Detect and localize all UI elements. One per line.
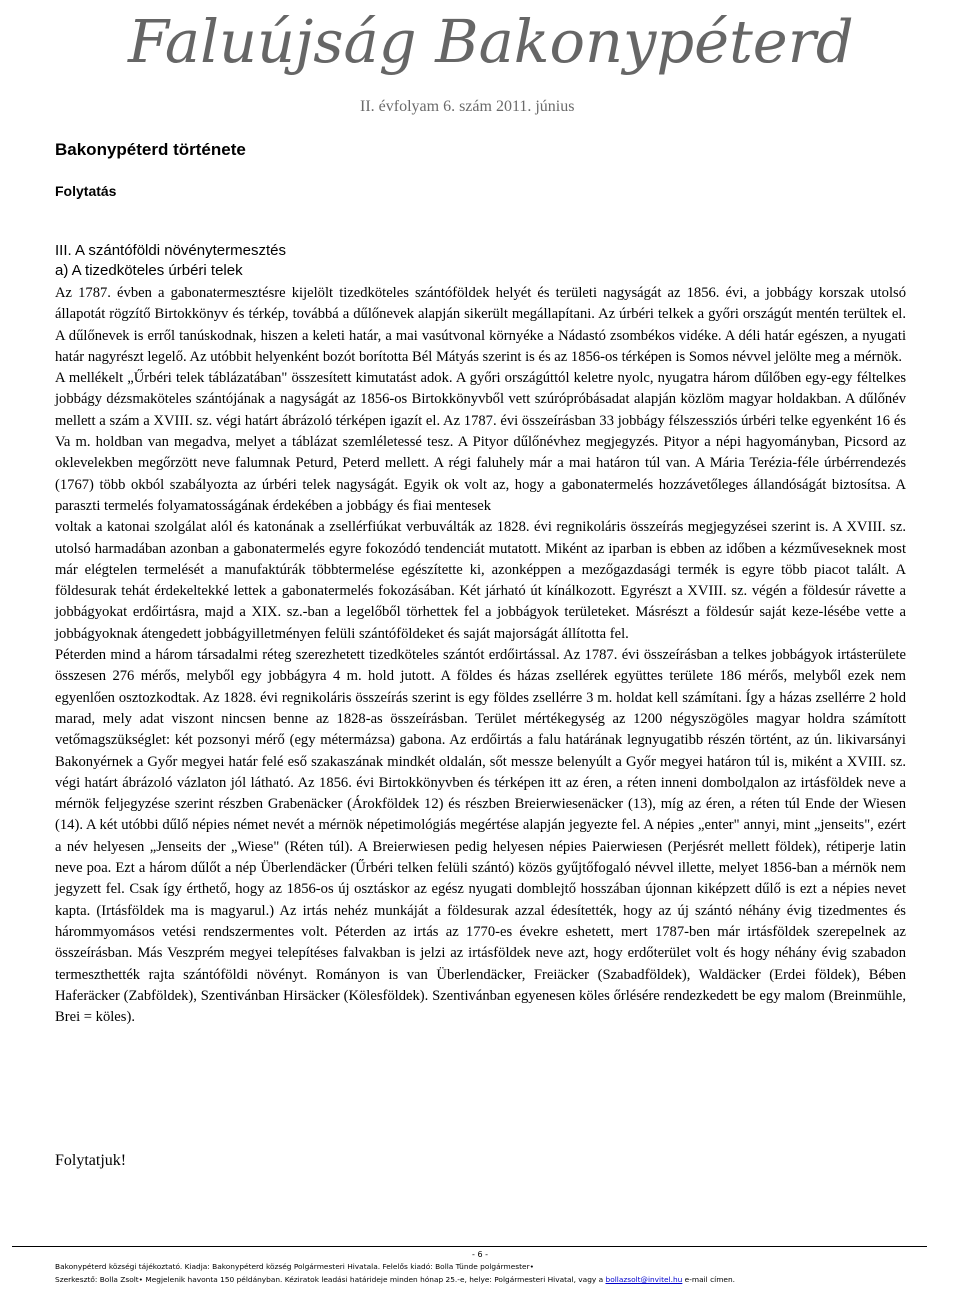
continued-label: Folytatás xyxy=(55,183,117,199)
footer-editor-line xyxy=(55,1274,935,1285)
paragraph-4: Péterden mind a három társadalmi réteg szerezhetett tizedköteles szántót erdőirtással. Az 1787. évi összeírásban a telkes jobbágyok irtásterülete összesen 276 mérős, melyből egy jobbágyra 4 m. hold jutott. A földes és házas zsellérek együttes területe 186 mérős, melyből ezek nem egyenlően osztozkodtak. Az 1828. évi regnikoláris összeírás szerint is egy földes zsellérre 3 m. holdat kell számítani. Így a házas zsellérre 2 hold marad, mely adat viszont nincsen benne az 1828-as összeírásban. Terület mértékegység az 1200 négyszögöles magyar holdra számított vetőmagszükséglet: két pozsonyi mérő (egy métermázsa) gabona. Az erdőirtás a falu határának legnyugatibb részén történt, az ún. likivarsányi Bakonyérnek a Győr megyei határ felé eső szakaszának mindkét oldalán, sőt messze belenyúlt a Győr megyei határon túl is, miként a XVIII. sz. végi határt ábrázoló vázlaton jól látható. Az 1856. évi Birtokkönyvben és térképen itt az éren, a réten inneni dombolдalon az irtásföldek neve a mérnök feljegyzése szerint részben Grabenäcker (Árokföldek 12) és részben Breierwiesenäcker (13), míg az éren, a réten túl Ende der Wiesen (14). A két utóbbi dűlő népies német nevét a mérnök népetimológiás megértése alapján jegyezte fel. A népies „enter" annyi, mint „jenseits", ezért a név helyesen „Jenseits der „Wiese" (Réten túl). A Breierwiesen pedig helyesen népies Paierwiesen (Perjésrét mellett földek), rétiperje latin neve poa. Ezt a három dűlőt a nép Überlendäcker (Űrbéri telken felüli szántó) közös gyűjtőfogaló névvel illette, melyet 1856-ban a mérnök nem jegyzett fel. Csak így érthető, hogy az 1856-os új osztáskor az egész nyugati domblejtő hosszában újonnan kiképzett dűlő is ezt a népies nevet kapta. (Irtásföldek ma is magyarul.) Az irtás nehéz munkáját a földesurak azzal édesítették, hogy az új szántó néhány évig tizedmentes és hárommyomásos vetési rendszermentes volt. Péterden az irtás az 1770-es évekre eshetett, mert 1787-ben már irtásföldek szerepelnek az összeírásban. Más Veszprém megyei telepítéses falvakban is jelzi az irtásföldek neve azt, hogy erdőterület volt és hogy néhány évig szabadon termeszthették rajta szántóföldi növényt. Rományon is van Überlendäcker, Freiäcker (Szabadföldek), Waldäcker (Erdei földek), Bében Haferäcker (Zabföldek), Szentivánban Hirsäcker (Kölesföldek). Szentivánban egyenesen köles őrlésére rendezkedett be egy malom (Breinmühle, Brei = köles). xyxy=(55,647,906,1026)
paragraph-1: Az 1787. évben a gabonatermesztésre kijelölt tizedköteles szántóföldek helyét és területi nagyságát az 1856. évi, a jobbágy korszak utolsó állapotát rögzítő Birtokkönyv és térkép, továbbá a dűlőnevek alapján sikerült megállapítani. Az úrbéri telkek a győri országút mentén terültek el. A dűlőnevek is erről tanúskodnak, hiszen a keleti határ, a mai vasútvonal környéke a Nádastó zsombékos vidéke. A déli határ egészen, a nyugati határ nagyrészt legelő. Az utóbbit helyenként bozót borította Bél Mátyás szerint is és az 1856-os térképen is Somos névvel jelölte meg a mérnök. xyxy=(55,285,906,365)
issue-line: II. évfolyam 6. szám 2011. június xyxy=(360,98,575,115)
email-link[interactable]: bollazsolt@invitel.hu xyxy=(605,1275,683,1284)
footer-editor-suffix: e-mail címen. xyxy=(682,1275,735,1284)
footer-editor-text: Szerkesztő: Bolla Zsolt• Megjelenik havonta 150 példányban. Kéziratok leadási határideje minden hónap 25.-e, helye: Polgármesteri Hivatal, vagy a xyxy=(55,1275,606,1284)
chapter-heading: III. A szántóföldi növénytermesztés xyxy=(55,242,286,259)
paragraph-2: A mellékelt „Űrbéri telek táblázatában" összesített kimutatást adok. A győri országúttól keletre nyolc, nyugatra három dűlőben egy-egy féltelkes jobbágy dézsmaköteles szántójának a nagyságát az 1856-os Birtokkönyvből vett szúrópróbásadat alapján közlöm magyar holdakban. A dűlőnév mellett a szám a XVIII. sz. végi határt ábrázoló térképen igazít el. Az 1787. évi összeírásban 33 jobbágy félszessziós úrbéri telke egyenként 16 és Va m. holdban van megadva, melyet a táblázat szemléletessé tesz. A Pityor dűlőnévhez megjegyzés. Pityor a népi hagyományban, Picsord az oklevelekben megőrzött neve falumnak Peturd, Peterd mellett. A régi faluhely már a mai határon túl van. A Mária Terézia-féle úrbérrendezés (1767) több okból szabályozta az úrbéri telek nagyságát. Egyik ok volt az, hogy a gabonatermelés hozzávetőleges állandóságát biztosítsa. A paraszti termelés folyamatosságának érdekében a jobbágy és fiai mentesek xyxy=(55,370,906,514)
footer-publisher-line: Bakonypéterd községi tájékoztató. Kiadja: Bakonypéterd község Polgármesteri Hivatala. Felelős kiadó: Bolla Tünde polgármester• xyxy=(55,1262,534,1271)
masthead-title: Faluújság Bakonypéterd xyxy=(128,7,854,76)
section-title: Bakonypéterd története xyxy=(55,140,246,159)
subchapter-heading: a) A tizedköteles úrbéri telek xyxy=(55,262,243,279)
closing-line: Folytatjuk! xyxy=(55,1152,127,1169)
paragraph-3: voltak a katonai szolgálat alól és katonának a zsellérfiúkat verbuválták az 1828. évi regnikoláris összeírás megjegyzései szerint is. A XVIII. sz. utolsó harmadában azonban a gabonatermelés egyre fokozódó tendenciát mutatott. Miként az iparban is ebben az időben a kézműveseknek most már elégtelen termelését a manufaktúrák többtermelése egészítette ki, azonképpen a mezőgazdasági termék is egyre több piacot talált. A földesurak tehát érdekeltekké lettek a gabonatermelés fokozásában. Két járható út kínálkozott. Egyrészt a XVIII. sz. végén a földesúr rávette a jobbágyokat erdőirtásra, majd a XIX. sz.-ban a legelőből törhettek fel a jobbágyok területeket. Másrészt a földesúr saját keze-lésébe vette a jobbágyoknak átengedett jobbágyilletményen felüli szántóföldeket és saját majorságát állította fel. xyxy=(55,519,906,642)
page-number: - 6 - xyxy=(472,1250,488,1259)
footer-divider xyxy=(12,1246,927,1247)
article-body xyxy=(55,283,906,1028)
